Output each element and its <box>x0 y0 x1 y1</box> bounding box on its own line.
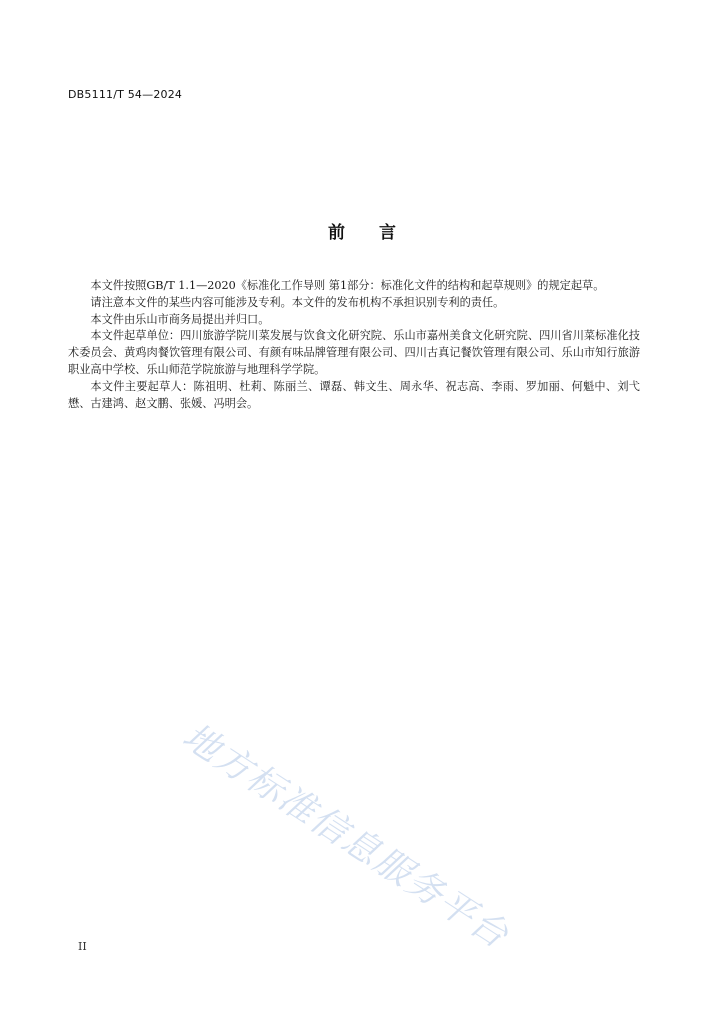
paragraph-patent-notice: 请注意本文件的某些内容可能涉及专利。本文件的发布机构不承担识别专利的责任。 <box>90 295 505 309</box>
section-title: 前言 <box>328 223 430 243</box>
page-number: II <box>78 940 87 953</box>
watermark: 地方标准信息服务平台 <box>175 715 517 958</box>
paragraph-drafting-units: 本文件起草单位：四川旅游学院川菜发展与饮食文化研究院、乐山市嘉州美食文化研究院、四川省川菜标准化技术委员会、黄鸡肉餐饮管理有限公司、有颜有味品牌管理有限公司、四川古真记餐饮管理有限公司、乐山市知行旅游职业高中学校、乐山师范学院旅游与地理科学学院。 <box>68 329 640 376</box>
foreword-body <box>68 278 640 412</box>
paragraph-proposer: 本文件由乐山市商务局提出并归口。 <box>90 312 270 326</box>
paragraph-drafting-basis: 本文件按照GB/T 1.1—2020《标准化工作导则 第1部分：标准化文件的结构和起草规则》的规定起草。 <box>90 279 605 292</box>
paragraph-drafters: 本文件主要起草人：陈祖明、杜莉、陈丽兰、谭磊、韩文生、周永华、祝志高、李雨、罗加丽、何魁中、刘弋懋、古建鸿、赵文鹏、张媛、冯明会。 <box>68 379 640 410</box>
document-code: DB5111/T 54—2024 <box>68 88 183 101</box>
